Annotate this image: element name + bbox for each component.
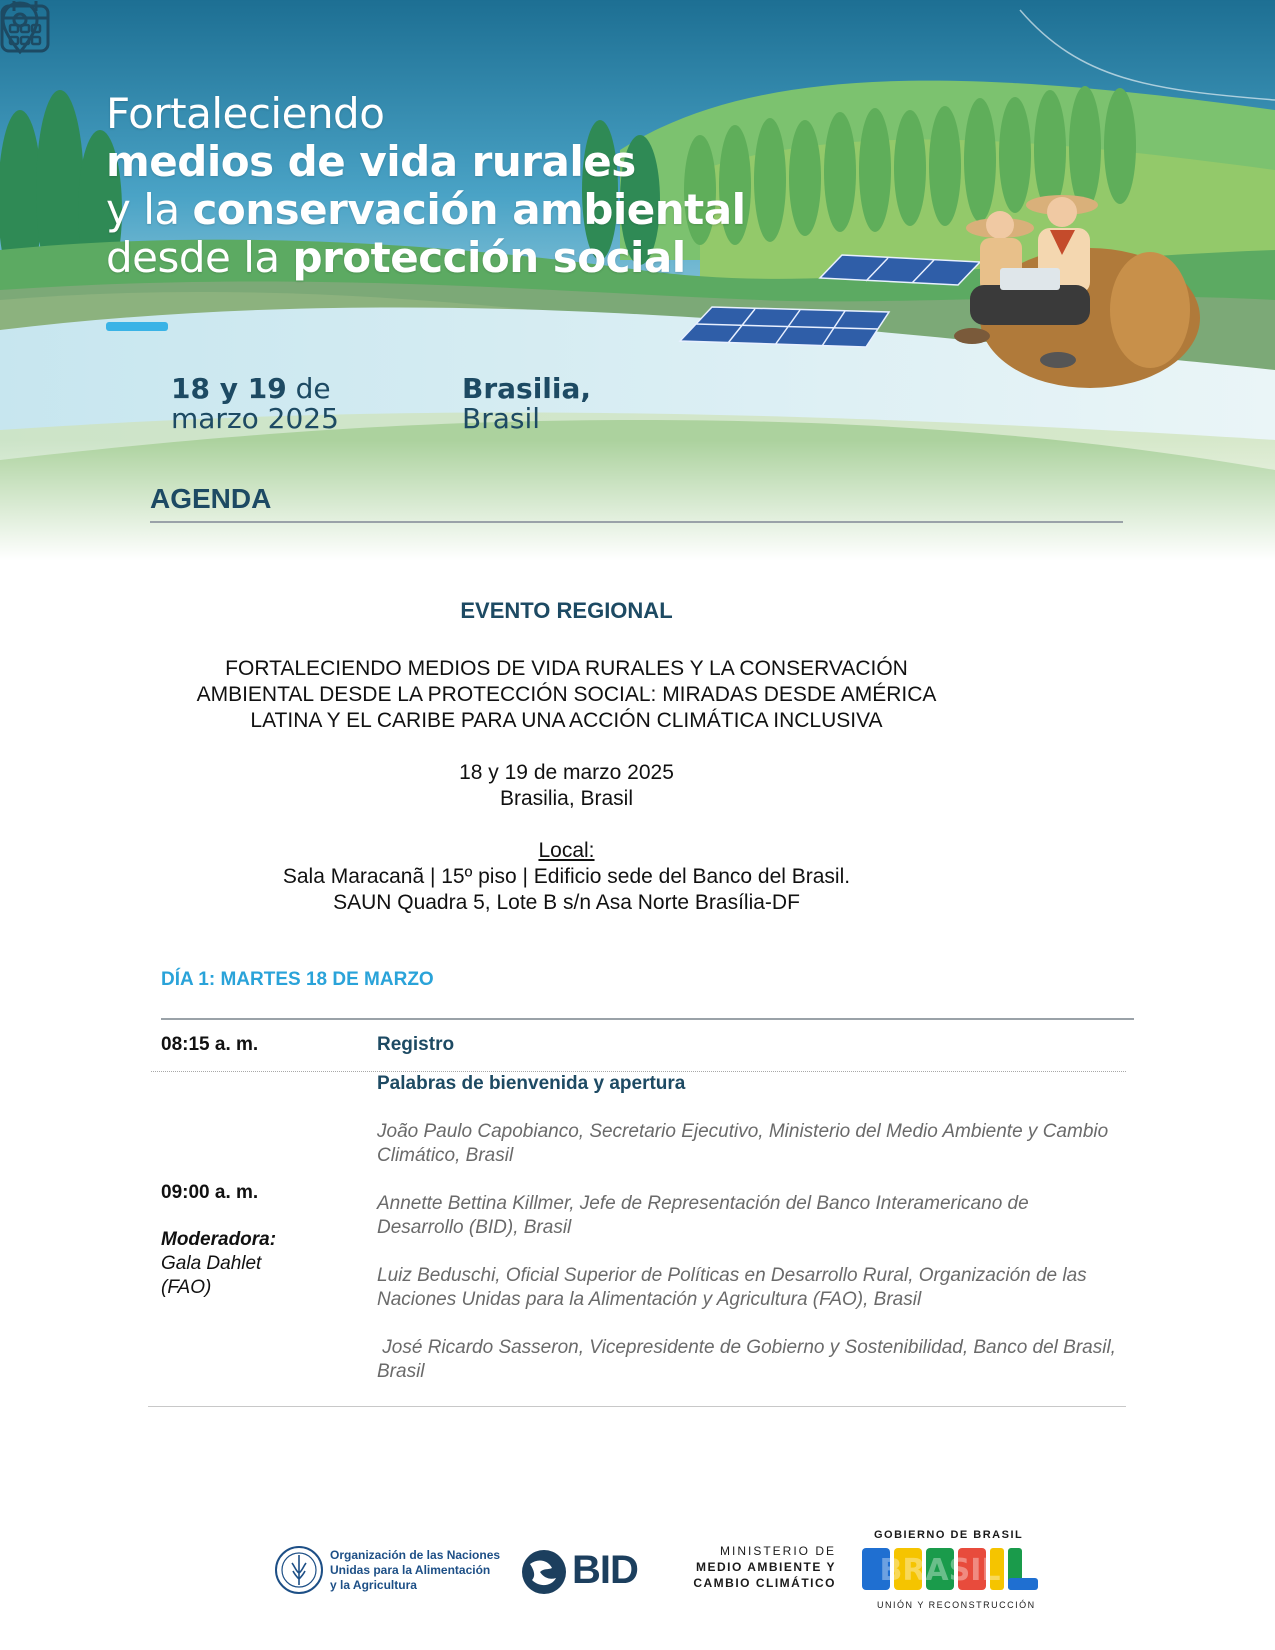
title-line-1: Fortaleciendo [106, 89, 385, 138]
title-line-3: y la conservación ambiental [106, 185, 746, 234]
row-time: 09:00 a. m. [161, 1182, 259, 1203]
brasil-wordmark-logo [860, 1544, 1040, 1594]
row-title: Registro [377, 1034, 455, 1055]
fao-logo-icon [274, 1545, 324, 1595]
speaker: João Paulo Capobianco, Secretario Ejecutivo, Ministerio del Medio Ambiente y Cambio Climático, Brasil [377, 1121, 1109, 1166]
location-pin-icon [0, 0, 40, 56]
header-banner [0, 0, 1275, 560]
fao-logo-text: Organización de las Naciones Unidas para la Alimentación y la Agricultura [330, 1548, 501, 1592]
gov-brasil-tagline: UNIÓN Y RECONSTRUCCIÓN [877, 1600, 1036, 1610]
banner-place: Brasilia, Brasil [462, 372, 592, 435]
speaker: Annette Bettina Killmer, Jefe de Representación del Banco Interamericano de Desarrollo (BID), Brasil [377, 1193, 1029, 1238]
divider [148, 1406, 1126, 1407]
event-date: 18 y 19 de marzo 2025 Brasilia, Brasil [459, 761, 674, 810]
ministry-logo-text: MINISTERIO DE MEDIO AMBIENTE Y CAMBIO CLIMÁTICO [693, 1544, 836, 1590]
banner-date: 18 y 19 de marzo 2025 [171, 372, 339, 435]
divider [150, 521, 1123, 523]
day-heading: DÍA 1: MARTES 18 DE MARZO [161, 969, 434, 990]
svg-text:BRASIL: BRASIL [879, 1553, 1001, 1588]
row-title: Palabras de bienvenida y apertura [377, 1073, 686, 1094]
title-line-4: desde la protección social [106, 233, 686, 282]
event-venue: Local: Sala Maracanã | 15º piso | Edificio sede del Banco del Brasil. SAUN Quadra 5, Lote B s/n Asa Norte Brasília-DF [150, 838, 983, 916]
event-title: EVENTO REGIONAL [460, 598, 673, 623]
gov-brasil-heading: GOBIERNO DE BRASIL [874, 1529, 1024, 1541]
bid-logo-text: BID [572, 1548, 638, 1592]
banner-title [106, 90, 745, 282]
row-time: 08:15 a. m. [161, 1034, 259, 1055]
bid-logo-icon [518, 1548, 570, 1596]
agenda-heading: AGENDA [150, 483, 272, 514]
speaker: José Ricardo Sasseron, Vicepresidente de Gobierno y Sostenibilidad, Banco del Brasil, Brasil [377, 1337, 1122, 1382]
speaker: Luiz Beduschi, Oficial Superior de Políticas en Desarrollo Rural, Organización de las Naciones Unidas para la Alimentación y Agricultura (FAO), Brasil [377, 1265, 1087, 1310]
title-line-2: medios de vida rurales [106, 137, 636, 186]
divider [161, 1018, 1134, 1020]
local-label: Local: [538, 839, 595, 862]
moderator: Moderadora: Gala Dahlet (FAO) [161, 1229, 277, 1298]
event-description: FORTALECIENDO MEDIOS DE VIDA RURALES Y LA CONSERVACIÓN AMBIENTAL DESDE LA PROTECCIÓN SOCIAL: MIRADAS DESDE AMÉRICA LATINA Y EL CARIBE PARA UNA ACCIÓN CLIMÁTICA INCLUSIVA [196, 657, 937, 732]
row-divider [151, 1071, 1126, 1072]
accent-bar [106, 322, 168, 331]
